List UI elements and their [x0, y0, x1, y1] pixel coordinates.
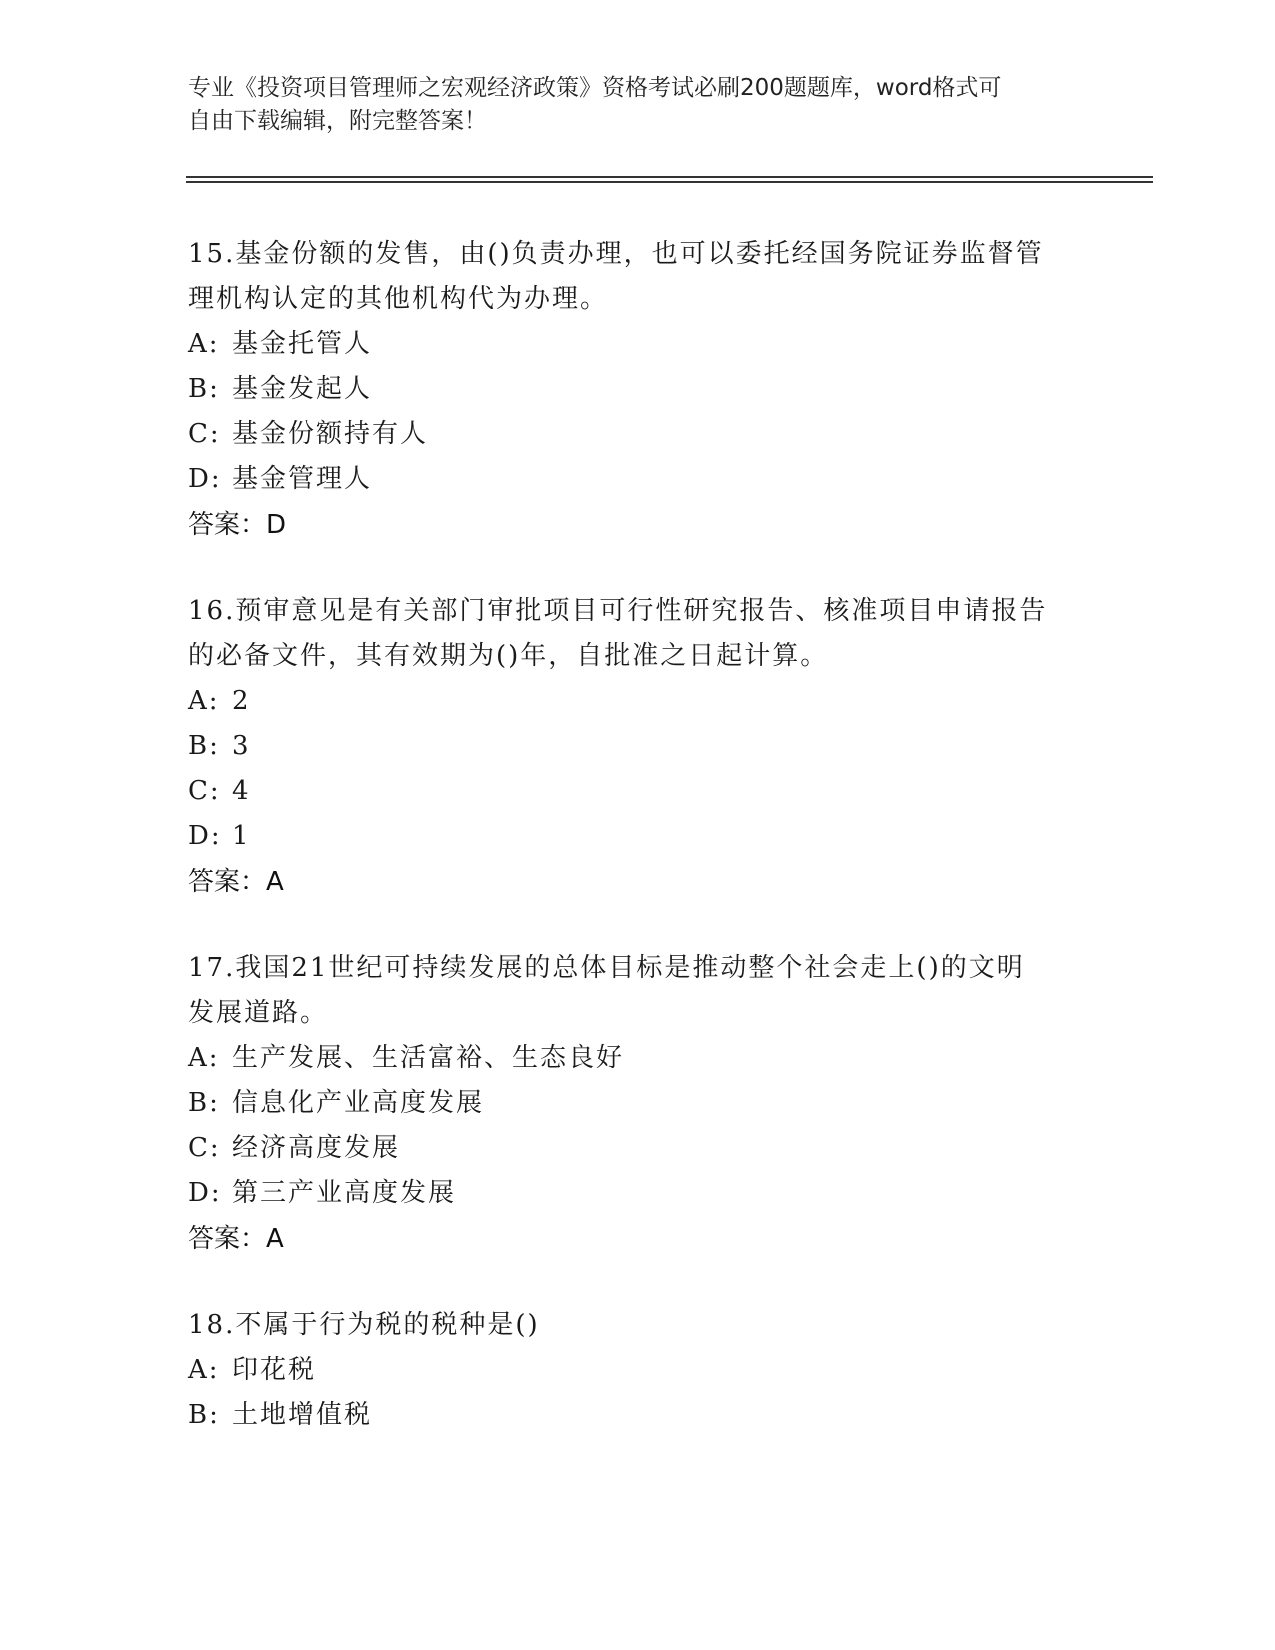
- header-line-2: 自由下载编辑，附完整答案！: [188, 108, 487, 134]
- option-d: [188, 457, 1088, 502]
- option-letter: B:: [188, 374, 220, 404]
- option-letter: D:: [188, 464, 222, 494]
- option-b: [188, 367, 1088, 412]
- option-c: [188, 412, 1088, 457]
- question-stem-line: 15.基金份额的发售，由()负责办理，也可以委托经国务院证券监督管: [188, 239, 1044, 269]
- option-text: 基金托管人: [232, 329, 373, 359]
- question-16: [188, 589, 1088, 905]
- header-divider-top: [186, 176, 1153, 178]
- question-17: [188, 946, 1088, 1262]
- option-text: 经济高度发展: [232, 1133, 401, 1163]
- question-stem-line: 18.不属于行为税的税种是(): [188, 1310, 540, 1340]
- option-text: 生产发展、生活富裕、生态良好: [232, 1043, 625, 1073]
- answer-label: 答案：A: [188, 1224, 284, 1254]
- question-stem-line: 理机构认定的其他机构代为办理。: [188, 284, 609, 314]
- option-b: [188, 1081, 1088, 1126]
- option-letter: C:: [188, 776, 221, 806]
- option-b: [188, 1393, 1088, 1438]
- option-b: [188, 724, 1088, 769]
- option-a: [188, 679, 1088, 724]
- option-text: 印花税: [232, 1355, 317, 1385]
- option-text: 基金份额持有人: [232, 419, 429, 449]
- option-text: 基金发起人: [232, 374, 373, 404]
- option-letter: B:: [188, 1400, 220, 1430]
- option-text: 信息化产业高度发展: [232, 1088, 485, 1118]
- option-text: 3: [232, 731, 251, 761]
- header-divider-bottom: [186, 181, 1153, 183]
- answer-label: 答案：A: [188, 867, 284, 897]
- option-letter: A:: [188, 1355, 220, 1385]
- question-stem-line: 发展道路。: [188, 998, 329, 1028]
- option-text: 基金管理人: [232, 464, 373, 494]
- option-c: [188, 769, 1088, 814]
- question-stem-line: 的必备文件，其有效期为()年，自批准之日起计算。: [188, 641, 829, 671]
- option-text: 土地增值税: [232, 1400, 373, 1430]
- option-letter: C:: [188, 419, 221, 449]
- option-letter: D:: [188, 821, 222, 851]
- option-letter: B:: [188, 1088, 220, 1118]
- question-18: [188, 1303, 1088, 1438]
- option-a: [188, 1348, 1088, 1393]
- option-text: 2: [232, 686, 251, 716]
- option-a: [188, 322, 1088, 367]
- option-letter: A:: [188, 1043, 220, 1073]
- option-d: [188, 1171, 1088, 1216]
- document-header: [188, 72, 1068, 138]
- option-letter: B:: [188, 731, 220, 761]
- option-letter: A:: [188, 686, 220, 716]
- option-letter: D:: [188, 1178, 222, 1208]
- option-letter: A:: [188, 329, 220, 359]
- option-c: [188, 1126, 1088, 1171]
- option-text: 1: [232, 821, 251, 851]
- option-text: 4: [232, 776, 251, 806]
- question-stem-line: 17.我国21世纪可持续发展的总体目标是推动整个社会走上()的文明: [188, 953, 1025, 983]
- option-letter: C:: [188, 1133, 221, 1163]
- question-15: [188, 232, 1088, 548]
- question-stem-line: 16.预审意见是有关部门审批项目可行性研究报告、核准项目申请报告: [188, 596, 1048, 626]
- answer-label: 答案：D: [188, 510, 287, 540]
- header-line-1: 专业《投资项目管理师之宏观经济政策》资格考试必刷200题题库，word格式可: [188, 75, 1002, 101]
- option-d: [188, 814, 1088, 859]
- option-text: 第三产业高度发展: [232, 1178, 457, 1208]
- question-list: [188, 232, 1088, 1479]
- option-a: [188, 1036, 1088, 1081]
